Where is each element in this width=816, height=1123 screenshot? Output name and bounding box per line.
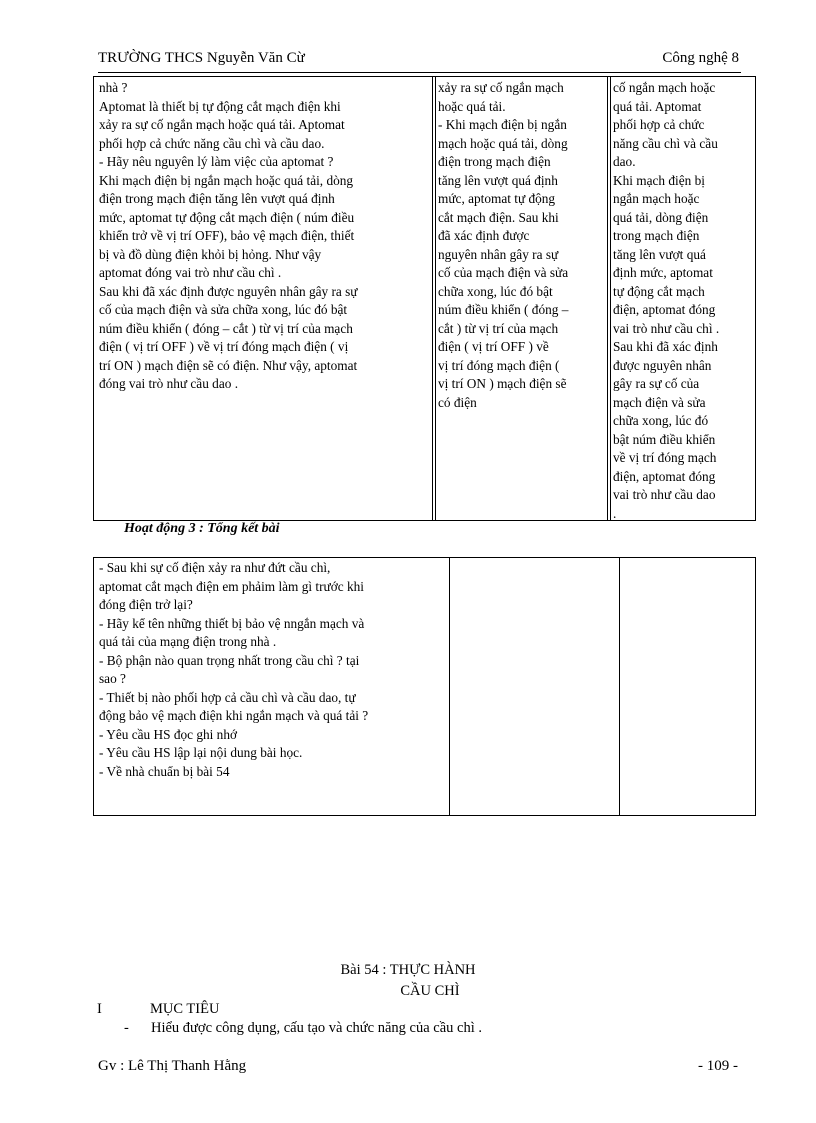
- text-line: - Hãy kể tên những thiết bị bảo vệ nngắn mạch và: [99, 615, 365, 631]
- text-line: quá tải. Aptomat: [613, 98, 702, 114]
- text-line: điện ( vị trí OFF ) về vị trí đóng mạch điện ( vị: [99, 339, 349, 354]
- text-line: - Khi mạch điện bị ngắn: [438, 117, 567, 132]
- text-line: aptomat cắt mạch điện em phảim làm gì trước khi: [99, 578, 364, 594]
- text-line: Aptomat là thiết bị tự động cắt mạch điện khi: [99, 98, 341, 114]
- text-line: cố của mạch điện và sửa chữa xong, lúc đó bật: [99, 302, 348, 317]
- text-line: tăng lên vượt quá định: [438, 172, 558, 188]
- text-line: - Về nhà chuẩn bị bài 54: [99, 763, 230, 779]
- text-line: bị và đồ dùng điện khỏi bị hỏng. Như vậy: [99, 246, 322, 262]
- text-line: khiển trở về vị trí OFF), bảo vệ mạch điện, thiết: [99, 228, 355, 243]
- text-line: vai trò như cầu dao: [613, 487, 716, 502]
- text-line: tăng lên vượt quá: [613, 246, 706, 262]
- text-line: động bảo vệ mạch điện khi ngắn mạch và quá tải ?: [99, 708, 369, 723]
- text-line: gây ra sự cố của: [613, 376, 700, 391]
- objective-item: Hiểu được công dụng, cấu tạo và chức năng của cầu chì .: [151, 1020, 482, 1036]
- text-line: phối hợp cả chức: [613, 117, 705, 132]
- text-line: điện, aptomat đóng: [613, 468, 716, 484]
- text-line: điện ( vị trí OFF ) về: [438, 339, 549, 354]
- bullet-marker: -: [124, 1020, 129, 1036]
- text-line: mức, aptomat tự động cắt mạch điện ( núm điều: [99, 209, 355, 225]
- text-line: được nguyên nhân: [613, 357, 712, 373]
- text-line: ngắn mạch hoặc: [613, 191, 700, 206]
- text-line: mạch điện và sửa: [613, 394, 706, 410]
- text-line: đóng điện trở lại?: [99, 597, 193, 612]
- text-line: sao ?: [99, 671, 126, 686]
- text-line: định mức, aptomat: [613, 265, 713, 280]
- text-line: đóng vai trò như cầu dao .: [99, 376, 239, 391]
- text-line: vai trò như cầu chì .: [613, 320, 720, 336]
- text-line: Sau khi đã xác định được nguyên nhân gây ra sự: [99, 283, 358, 299]
- teacher-name: Gv : Lê Thị Thanh Hằng: [98, 1058, 247, 1074]
- text-line: chữa xong, lúc đó: [613, 413, 709, 428]
- text-line: - Yêu cầu HS đọc ghi nhớ: [99, 726, 238, 742]
- text-line: năng cầu chì và cầu: [613, 135, 718, 151]
- student-activity-column: [449, 558, 619, 815]
- content-column: [607, 77, 755, 520]
- text-line: quá tải của mạng điện trong nhà .: [99, 634, 277, 649]
- text-line: .: [613, 505, 617, 521]
- text-line: điện trong mạch điện: [438, 154, 551, 169]
- text-line: mức, aptomat tự động: [438, 191, 556, 206]
- lesson-table-continued: [93, 76, 756, 521]
- text-line: điện, aptomat đóng: [613, 302, 716, 317]
- text-line: tự động cắt mạch: [613, 283, 705, 299]
- text-line: vị trí ON ) mạch điện sẽ: [438, 376, 567, 391]
- teacher-activity-column: [94, 558, 449, 815]
- text-line: - Yêu cầu HS lập lại nội dung bài học.: [99, 745, 303, 760]
- text-line: điện trong mạch điện tăng lên vượt quá định: [99, 191, 335, 206]
- text-line: núm điều khiển ( đóng –: [438, 302, 569, 317]
- text-line: cắt ) từ vị trí của mạch: [438, 320, 559, 336]
- summary-table: [93, 557, 756, 816]
- school-name: TRƯỜNG THCS Nguyễn Văn Cừ: [98, 50, 305, 66]
- content-column: [619, 558, 755, 815]
- activity-3-heading: Hoạt động 3 : Tổng kết bài: [124, 521, 280, 536]
- text-line: dao.: [613, 154, 636, 169]
- text-line: quá tải, dòng điện: [613, 209, 709, 225]
- text-line: - Hãy nêu nguyên lý làm việc của aptomat ?: [99, 154, 334, 169]
- lesson-title: Bài 54 : THỰC HÀNH: [340, 962, 476, 978]
- text-line: trí ON ) mạch điện sẽ có điện. Như vậy, aptomat: [99, 357, 358, 373]
- page-number: - 109 -: [698, 1058, 738, 1074]
- text-line: - Sau khi sự cố điện xảy ra như đứt cầu chì,: [99, 560, 331, 575]
- text-line: cố ngắn mạch hoặc: [613, 80, 716, 95]
- text-line: - Bộ phận nào quan trọng nhất trong cầu chì ? tại: [99, 652, 360, 668]
- text-line: aptomat đóng vai trò như cầu chì .: [99, 265, 282, 280]
- text-line: về vị trí đóng mạch: [613, 450, 717, 465]
- text-line: vị trí đóng mạch điện (: [438, 357, 560, 373]
- text-line: chữa xong, lúc đó bật: [438, 283, 553, 299]
- text-line: mạch hoặc quá tải, dòng: [438, 135, 568, 151]
- text-line: xảy ra sự cố ngắn mạch hoặc quá tải. Aptomat: [99, 117, 345, 132]
- teacher-activity-column: [94, 77, 430, 520]
- text-line: - Thiết bị nào phối hợp cả cầu chì và cầu dao, tự: [99, 689, 356, 705]
- text-line: đã xác định được: [438, 228, 530, 243]
- page-header: [98, 50, 741, 73]
- section-number: I: [97, 1001, 102, 1017]
- text-line: nguyên nhân gây ra sự: [438, 246, 559, 262]
- lesson-subtitle: CẦU CHÌ: [400, 983, 460, 999]
- student-activity-column: [432, 77, 605, 520]
- text-line: có điện: [438, 394, 477, 410]
- text-line: phối hợp cả chức năng cầu chì và cầu dao.: [99, 135, 325, 151]
- text-line: nhà ?: [99, 80, 128, 95]
- text-line: hoặc quá tải.: [438, 98, 506, 114]
- text-line: bật núm điều khiển: [613, 431, 716, 447]
- text-line: xảy ra sự cố ngắn mạch: [438, 80, 564, 95]
- section-title: MỤC TIÊU: [150, 1001, 220, 1017]
- subject-name: Công nghệ 8: [662, 50, 739, 66]
- text-line: cố của mạch điện và sửa: [438, 265, 569, 280]
- text-line: trong mạch điện: [613, 228, 700, 243]
- text-line: Sau khi đã xác định: [613, 339, 718, 354]
- text-line: núm điều khiển ( đóng – cắt ) từ vị trí của mạch: [99, 320, 353, 336]
- text-line: Khi mạch điện bị: [613, 172, 705, 188]
- text-line: cắt mạch điện. Sau khi: [438, 209, 559, 225]
- text-line: Khi mạch điện bị ngắn mạch hoặc quá tải, dòng: [99, 172, 354, 188]
